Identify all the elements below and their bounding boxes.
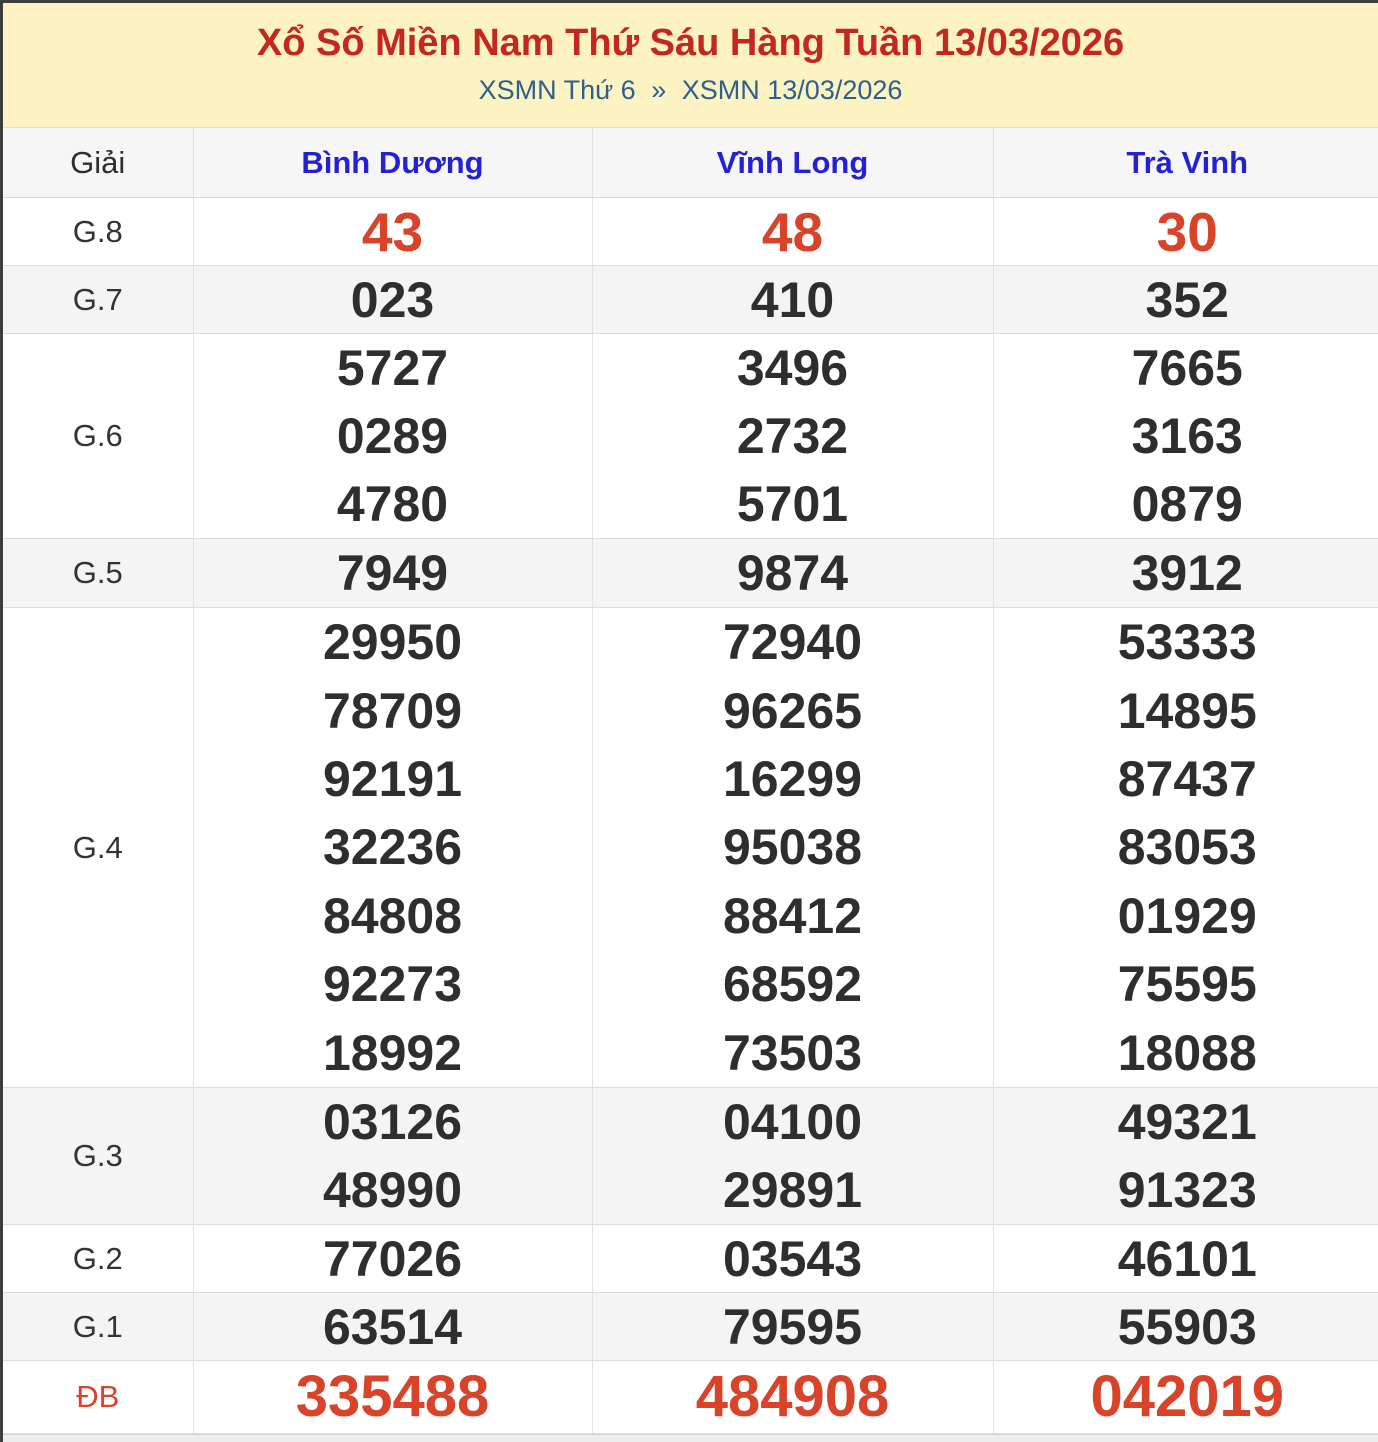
prize-cell-g7-col3 (993, 266, 1378, 334)
prize-cell-g3-col1 (193, 1088, 592, 1225)
prize-cell-g2-col2 (592, 1225, 993, 1293)
prize-cell-g2-col1 (193, 1225, 592, 1293)
prize-number: 30 (1156, 200, 1218, 263)
prize-number: 48990 (322, 1162, 463, 1218)
breadcrumb (13, 73, 1368, 107)
prize-number: 0289 (336, 408, 449, 464)
prize-number: 3496 (736, 340, 849, 396)
prize-number-stack (994, 198, 1378, 265)
prize-number-stack (994, 334, 1378, 538)
prize-number-stack (593, 198, 993, 265)
prize-number-stack (994, 1361, 1378, 1433)
prize-label-g1: G.1 (3, 1293, 193, 1361)
prize-number: 73503 (722, 1024, 863, 1081)
prize-number: 7949 (336, 545, 449, 601)
prize-row-g3 (3, 1088, 1378, 1225)
prize-cell-db-col1 (193, 1361, 592, 1434)
prize-row-g6 (3, 334, 1378, 539)
province-link-tra-vinh[interactable]: Trà Vinh (1126, 144, 1249, 180)
prize-number: 03543 (722, 1230, 863, 1287)
prize-number-stack (994, 266, 1378, 333)
prize-number: 9874 (736, 545, 849, 601)
prize-cell-g1-col1 (193, 1293, 592, 1361)
prize-number: 5701 (736, 476, 849, 532)
prize-number-stack (194, 198, 592, 265)
prize-cell-g5-col1 (193, 539, 592, 608)
prize-label-g2: G.2 (3, 1225, 193, 1293)
prize-label-g7: G.7 (3, 266, 193, 334)
prize-number: 92273 (322, 956, 463, 1013)
prize-number: 4780 (336, 476, 449, 532)
prize-number: 91323 (1117, 1162, 1257, 1218)
prize-number: 87437 (1117, 751, 1257, 808)
prize-row-g4 (3, 608, 1378, 1088)
prize-row-g8 (3, 198, 1378, 266)
prize-row-g7 (3, 266, 1378, 334)
prize-number: 335488 (295, 1364, 490, 1429)
results-table (3, 127, 1378, 1434)
prize-number-stack (994, 608, 1378, 1087)
prize-number: 49321 (1117, 1094, 1257, 1150)
table-header-row (3, 128, 1378, 198)
prize-number-stack (593, 1088, 993, 1224)
prize-cell-g5-col3 (993, 539, 1378, 608)
prize-number-stack (194, 1088, 592, 1224)
prize-number: 92191 (322, 751, 463, 808)
prize-number: 14895 (1117, 682, 1257, 739)
prize-cell-g1-col3 (993, 1293, 1378, 1361)
bottom-strip (3, 1434, 1378, 1442)
prize-number: 023 (350, 271, 435, 328)
prize-cell-g8-col3 (993, 198, 1378, 266)
prize-number: 88412 (722, 887, 863, 944)
breadcrumb-link-date[interactable]: XSMN 13/03/2026 (681, 75, 903, 105)
prize-number: 43 (361, 200, 424, 263)
prize-cell-g8-col2 (592, 198, 993, 266)
prize-number-stack (194, 608, 592, 1087)
prize-cell-db-col3 (993, 1361, 1378, 1434)
prize-label-g8: G.8 (3, 198, 193, 266)
prize-number-stack (194, 539, 592, 607)
prize-number: 2732 (736, 408, 849, 464)
prize-number-stack (994, 1088, 1378, 1224)
prize-number: 48 (761, 200, 824, 263)
prize-number: 18088 (1117, 1024, 1257, 1081)
prize-number: 32236 (322, 819, 463, 876)
prize-number: 72940 (722, 614, 863, 671)
prize-number: 042019 (1090, 1364, 1285, 1429)
prize-number-stack (593, 539, 993, 607)
province-link-binh-duong[interactable]: Bình Dương (301, 144, 484, 180)
column-header-prize: Giải (3, 128, 193, 198)
prize-cell-g4-col3 (993, 608, 1378, 1088)
prize-number: 68592 (722, 956, 863, 1013)
prize-cell-g4-col2 (592, 608, 993, 1088)
prize-cell-g1-col2 (592, 1293, 993, 1361)
prize-number: 55903 (1117, 1298, 1257, 1355)
prize-number-stack (194, 266, 592, 333)
prize-cell-g7-col2 (592, 266, 993, 334)
prize-label-g4: G.4 (3, 608, 193, 1088)
prize-table-body (3, 198, 1378, 1434)
prize-label-g3: G.3 (3, 1088, 193, 1225)
prize-label-db: ĐB (3, 1361, 193, 1434)
prize-number: 63514 (322, 1298, 463, 1355)
prize-number-stack (593, 1361, 993, 1433)
prize-number: 46101 (1117, 1230, 1257, 1287)
prize-row-g2 (3, 1225, 1378, 1293)
prize-number: 75595 (1117, 956, 1257, 1013)
prize-number: 77026 (322, 1230, 463, 1287)
prize-number-stack (994, 1293, 1378, 1360)
prize-cell-g8-col1 (193, 198, 592, 266)
page-title: Xổ Số Miền Nam Thứ Sáu Hàng Tuần 13/03/2026 (256, 22, 1125, 64)
prize-number: 83053 (1117, 819, 1257, 876)
prize-cell-g3-col3 (993, 1088, 1378, 1225)
prize-number: 95038 (722, 819, 863, 876)
prize-number: 01929 (1117, 887, 1257, 944)
prize-number: 16299 (722, 751, 863, 808)
prize-number: 5727 (336, 340, 449, 396)
prize-cell-g6-col1 (193, 334, 592, 539)
prize-number-stack (994, 1225, 1378, 1292)
prize-number: 484908 (695, 1364, 890, 1429)
prize-number: 18992 (322, 1024, 463, 1081)
column-header-province-3 (993, 128, 1378, 198)
prize-number: 78709 (322, 682, 463, 739)
prize-row-g5 (3, 539, 1378, 608)
prize-cell-g6-col2 (592, 334, 993, 539)
prize-number: 0879 (1131, 476, 1243, 532)
prize-cell-g4-col1 (193, 608, 592, 1088)
prize-number: 352 (1145, 271, 1229, 328)
prize-number: 84808 (322, 887, 463, 944)
prize-cell-db-col2 (592, 1361, 993, 1434)
prize-number-stack (194, 334, 592, 538)
prize-row-db (3, 1361, 1378, 1434)
prize-number-stack (593, 608, 993, 1087)
prize-cell-g5-col2 (592, 539, 993, 608)
prize-cell-g7-col1 (193, 266, 592, 334)
prize-number: 29891 (722, 1162, 863, 1218)
province-link-vinh-long[interactable]: Vĩnh Long (716, 144, 869, 180)
column-header-province-2 (592, 128, 993, 198)
prize-number: 96265 (722, 682, 863, 739)
page-header (3, 3, 1378, 127)
prize-cell-g6-col3 (993, 334, 1378, 539)
prize-number: 7665 (1131, 340, 1243, 396)
prize-number: 410 (750, 271, 835, 328)
prize-number: 53333 (1117, 614, 1257, 671)
breadcrumb-separator-icon: » (651, 75, 667, 105)
prize-number: 3163 (1131, 408, 1243, 464)
prize-number: 03126 (322, 1094, 463, 1150)
prize-number-stack (194, 1293, 592, 1360)
prize-number-stack (593, 334, 993, 538)
prize-number: 79595 (722, 1298, 863, 1355)
prize-number-stack (593, 1293, 993, 1360)
prize-cell-g3-col2 (592, 1088, 993, 1225)
prize-number: 29950 (322, 614, 463, 671)
prize-row-g1 (3, 1293, 1378, 1361)
prize-number: 3912 (1131, 545, 1243, 601)
prize-number-stack (994, 539, 1378, 607)
breadcrumb-link-weekday[interactable]: XSMN Thứ 6 (478, 75, 636, 105)
prize-cell-g2-col3 (993, 1225, 1378, 1293)
prize-label-g5: G.5 (3, 539, 193, 608)
prize-number-stack (194, 1361, 592, 1433)
prize-number-stack (194, 1225, 592, 1292)
prize-number-stack (593, 1225, 993, 1292)
prize-number: 04100 (722, 1094, 863, 1150)
prize-label-g6: G.6 (3, 334, 193, 539)
prize-number-stack (593, 266, 993, 333)
column-header-province-1 (193, 128, 592, 198)
